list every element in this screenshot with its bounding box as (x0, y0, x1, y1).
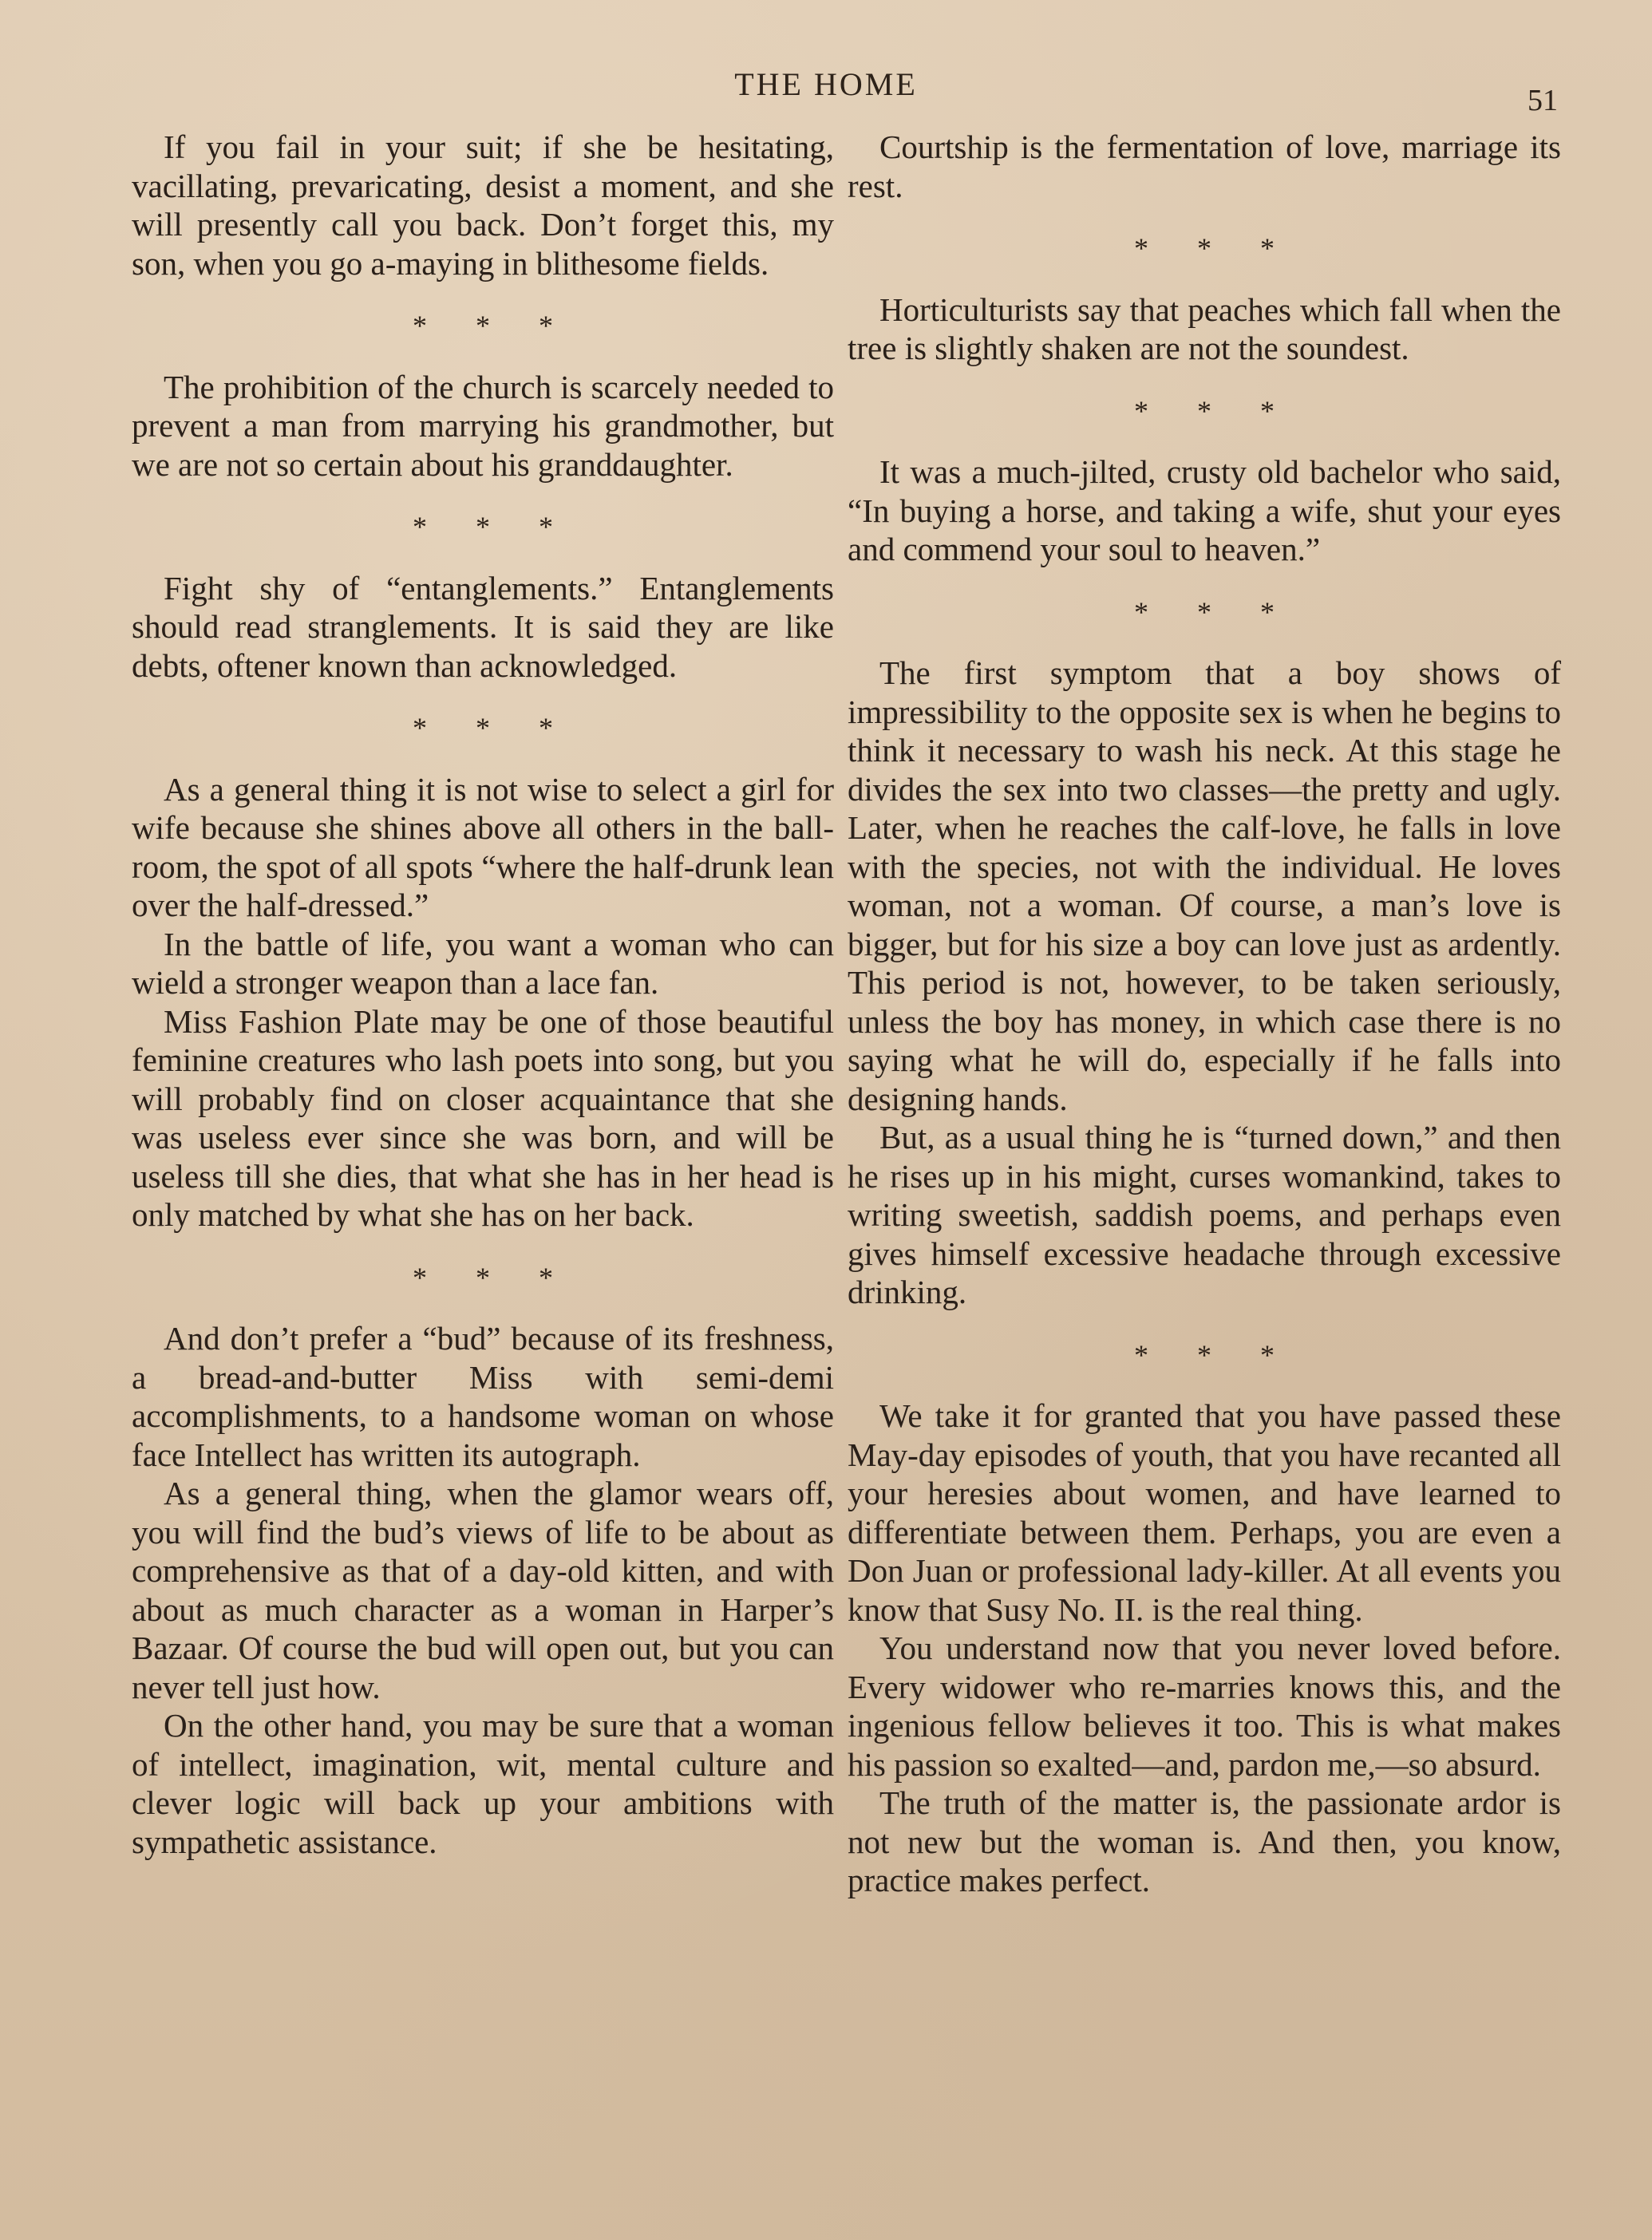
paragraph: On the other hand, you may be sure that a woman of intellect, imagination, wit, mental culture and clever logic will back up your ambitions with sympathetic assistance. (132, 1707, 834, 1860)
section-separator: * * * (413, 712, 574, 744)
section-separator: * * * (413, 511, 574, 543)
section-separator: * * * (1134, 232, 1295, 264)
running-title: THE HOME (734, 66, 918, 102)
page-number: 51 (1528, 84, 1558, 117)
paragraph: The prohibition of the church is scarcely needed to prevent a man from marrying his grandmother, but we are not so certain about his granddaughter. (132, 368, 834, 483)
left-column (132, 128, 834, 1861)
section-separator: * * * (413, 1261, 574, 1294)
section-separator: * * * (1134, 595, 1295, 628)
section-separator: * * * (1134, 1338, 1295, 1371)
paragraph: But, as a usual thing he is “turned down,” and then he rises up in his might, curses womankind, takes to writing sweetish, saddish poems, and perhaps even gives himself excessive headache through excessive drinking. (848, 1119, 1561, 1310)
paragraph: Courtship is the fermentation of love, marriage its rest. (848, 128, 1561, 204)
paragraph: As a general thing, when the glamor wears off, you will find the bud’s views of life to be about as comprehensive as that of a day-old kitten, and with about as much character as a woman in Harper’s Bazaar. Of course the bud will open out, but you can never tell just how. (132, 1475, 834, 1705)
paragraph: Fight shy of “entanglements.” Entanglements should read stranglements. It is said they are like debts, oftener known than acknowledged. (132, 569, 834, 684)
paragraph: In the battle of life, you want a woman who can wield a stronger weapon than a lace fan. (132, 925, 834, 1001)
paragraph: You understand now that you never loved before. Every widower who re-marries knows this, and the ingenious fellow believes it too. This is what makes his passion so exalted—and, pardon me,—so absurd. (848, 1630, 1561, 1783)
paragraph: The truth of the matter is, the passionate ardor is not new but the woman is. And then, you know, practice makes perfect. (848, 1784, 1561, 1898)
paragraph: Miss Fashion Plate may be one of those beautiful feminine creatures who lash poets into song, but you will probably find on closer acquaintance that she was useless ever since she was born, and will be useless till she dies, that what she has in her head is only matched by what she has on her back. (132, 1002, 834, 1233)
paragraph: We take it for granted that you have passed these May-day episodes of youth, that you have recanted all your heresies about women, and have learned to differentiate between them. Perhaps, you are even a Don Juan or professional lady-killer. At all events you know that Susy No. II. is the real thing. (848, 1397, 1561, 1628)
paragraph: And don’t prefer a “bud” because of its freshness, a bread-and-butter Miss with semi-demi accomplishments, to a handsome woman on whose face Intellect has written its autograph. (132, 1320, 834, 1473)
paragraph: It was a much-jilted, crusty old bachelor who said, “In buying a horse, and taking a wife, shut your eyes and commend your soul to heaven.” (848, 453, 1561, 567)
paragraph: If you fail in your suit; if she be hesitating, vacillating, prevaricating, desist a moment, and she will presently call you back. Don’t forget this, my son, when you go a-maying in blithesome fields. (132, 128, 834, 282)
section-separator: * * * (1134, 394, 1295, 427)
paragraph: As a general thing it is not wise to select a girl for wife because she shines above all others in the ball-room, the spot of all spots “where the half-drunk lean over the half-dressed.” (132, 770, 834, 923)
section-separator: * * * (413, 310, 574, 342)
right-column (848, 128, 1561, 1900)
paragraph: Horticulturists say that peaches which fall when the tree is slightly shaken are not the soundest. (848, 290, 1561, 366)
paragraph: The first symptom that a boy shows of impressibility to the opposite sex is when he begins to think it necessary to wash his neck. At this stage he divides the sex into two classes—the pretty and ugly. Later, when he reaches the calf-love, he falls in love with the species, not with the individual. He loves woman, not a woman. Of course, a man’s love is bigger, but for his size a boy can love just as ardently. This period is not, however, to be taken seriously, unless the boy has money, in which case there is no saying what he will do, especially if he falls into designing hands. (848, 654, 1561, 1117)
